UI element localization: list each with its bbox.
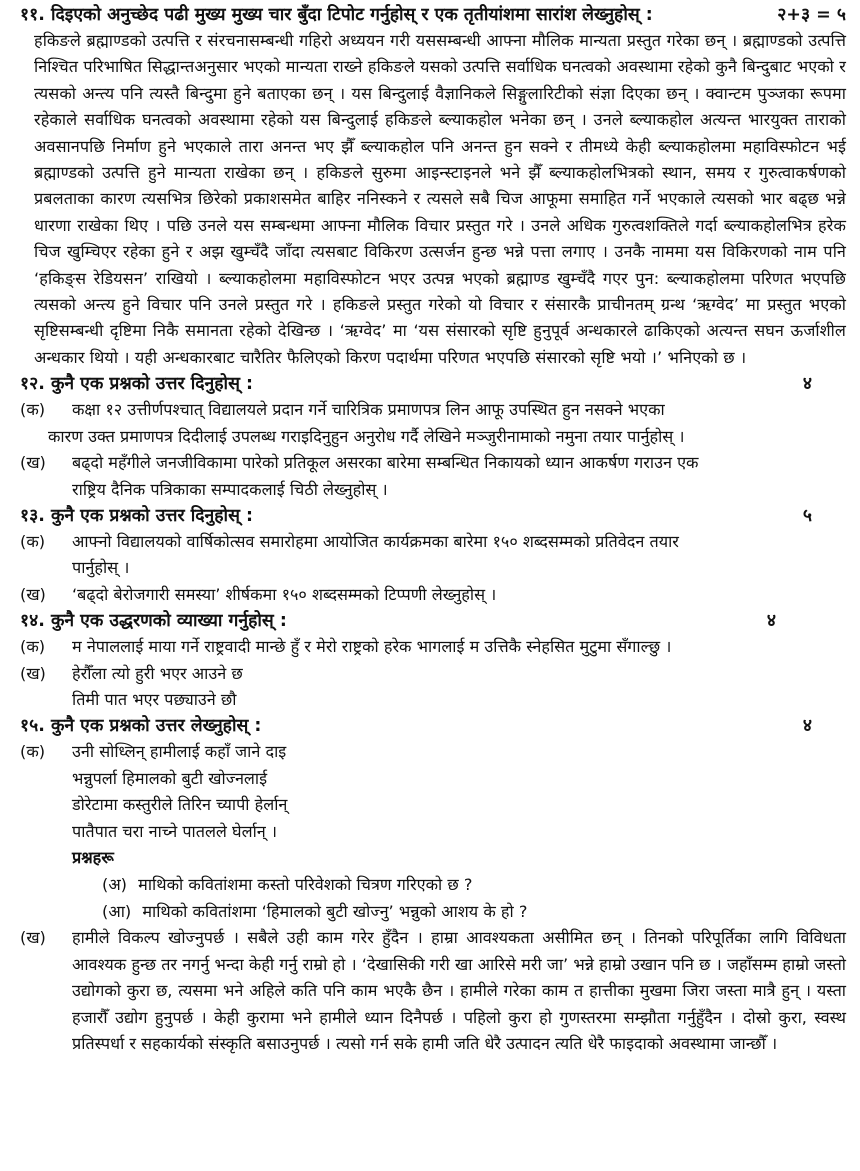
option-passage: हामीले विकल्प खोज्नुपर्छ । सबैले उही काम गरेर हुँदैन । हाम्रा आवश्यकता असीमित छन् । तिनको परिपूर्तिका लागि विविधता आवश्यक हुन्छ तर नगर्नु भन्दा केही गर्नु राम्रो हो । ‘देखासिकी गरी खा आरिसे मरी जा’ भन्ने हाम्रो उखान पनि छ । जहाँसम्म हाम्रो जस्तो उद्योगको कुरा छ, त्यसमा भने अहिले कति पनि काम भएकै छैन । हामीले गरेका काम त हात्तीका मुखमा जिरा जस्ता मात्रै हुन् । यस्ता हजारौँ उद्योग हुनुपर्छ । केही कुरामा भने हामीले ध्यान दिनैपर्छ । पहिलो कुरा हो गुणस्तरमा सम्झौता गर्नुहुँदैन । दोस्रो कुरा, स्वस्थ प्रतिस्पर्धा र सहकार्यको संस्कृति बसाउनुपर्छ । त्यसो गर्न सके हामी जति धेरै उत्पादन त्यति धेरै फाइदाको अवस्थामा जान्छौँ । bbox=[72, 927, 846, 1054]
question-14-marks: ४ bbox=[766, 611, 776, 632]
poem-line: पातैपात चरा नाच्ने पातलले घेर्लान् । bbox=[72, 821, 278, 841]
question-15-title: १५. कुनै एक प्रश्नको उत्तर लेख्नुहोस् : bbox=[20, 716, 262, 737]
question-12-title: १२. कुनै एक प्रश्नको उत्तर दिनुहोस् : bbox=[20, 374, 254, 395]
poem-line: डोरेटामा कस्तुरीले तिरिन च्यापी हेर्लान् bbox=[72, 795, 288, 815]
option-text-line1: कक्षा १२ उत्तीर्णपश्चात् विद्यालयले प्रदान गर्ने चारित्रिक प्रमाणपत्र लिन आफू उपस्थित हुन नसक्ने भएका bbox=[72, 400, 665, 420]
question-13-title: १३. कुनै एक प्रश्नको उत्तर दिनुहोस् : bbox=[20, 505, 254, 526]
poem-line: उनी सोध्लिन् हामीलाई कहाँ जाने दाइ bbox=[72, 742, 287, 762]
option-text-line2: कारण उक्त प्रमाणपत्र दिदीलाई उपलब्ध गराइदिनुहुन अनुरोध गर्दै लेखिने मञ्जुरीनामाको नमुना तयार पार्नुहोस् । bbox=[48, 426, 685, 446]
question-11-passage: हकिङले ब्रह्माण्डको उत्पत्ति र संरचनासम्बन्धी गहिरो अध्ययन गरी यससम्बन्धी आफ्ना मौलिक मान्यता प्रस्तुत गरेका छन् । ब्रह्माण्डको उत्पत्ति निश्चित परिभाषित सिद्धान्तअनुसार भएको मान्यता राख्ने हकिङले यसको उत्पत्ति सर्वाधिक घनत्वको अवस्थामा रहेको कुनै बिन्दुबाट भएको र त्यसको अन्त्य पनि त्यस्तै बिन्दुमा हुने बताएका छन् । यस बिन्दुलाई वैज्ञानिकले सिङ्गुलारिटीको संज्ञा दिएका छन् । क्वान्टम पुञ्जका रूपमा रहेकाले सर्वाधिक घनत्वको अवस्थामा रहेको यस बिन्दुलाई हकिङले ब्ल्याकहोल भनेका छन् । उनले ब्ल्याकहोल अत्यन्त भारयुक्त ताराको अवसानपछि निर्माण हुने भएकाले तारा अनन्त भए झैँ ब्ल्याकहोल पनि अनन्त हुन सक्ने र तीमध्ये केही ब्ल्याकहोलमा महाविस्फोटन भई ब्रह्माण्डको उत्पत्ति हुने मान्यता राखेका छन् । हकिङले सुरुमा आइन्स्टाइनले भने झैँ ब्ल्याकहोलभित्रको स्थान, समय र गुरुत्वाकर्षणको प्रबलताका कारण त्यसभित्र छिरेको प्रकाशसमेत बाहिर ननिस्कने र त्यसले सबै चिज आफूमा समाहित गर्ने भएकाले त्यसको भार बढ्छ भन्ने धारणा राखेका थिए । पछि उनले यस सम्बन्धमा आफ्ना मौलिक विचार प्रस्तुत गरे । उनले अधिक गुरुत्वशक्तिले गर्दा ब्ल्याकहोलभित्र हरेक चिज खुम्चिएर रहेका हुने र अझ खुम्चँदै जाँदा त्यसबाट विकिरण उत्सर्जन हुन्छ भन्ने पत्ता लगाए । उनकै नाममा यस विकिरणको नाम पनि ‘हकिङ्स रेडियसन’ राखियो । ब्ल्याकहोलमा महाविस्फोटन भएर उत्पन्न भएको ब्रह्माण्ड खुम्चँदै गएर पुन: ब्ल्याकहोलमा परिणत भएपछि त्यसको अन्त्य हुने विचार पनि उनले प्रस्तुत गरे । हकिङले प्रस्तुत गरेको यो विचार र संसारकै प्राचीनतम् ग्रन्थ ‘ऋग्वेद’ मा प्रस्तुत भएको सृष्टिसम्बन्धी दृष्टिमा निकै समानता रहेको देखिन्छ । ‘ऋग्वेद’ मा ‘यस संसारको सृष्टि हुनुपूर्व अन्धकारले ढाकिएको अत्यन्त सघन ऊर्जाशील अन्धकार थियो । यही अन्धकारबाट चारैतिर फैलिएको किरण पदार्थमा परिणत भएपछि संसारको सृष्टि भयो ।’ भनिएको छ । bbox=[34, 31, 846, 367]
question-13 bbox=[20, 503, 846, 608]
question-15-option-ka bbox=[20, 739, 846, 845]
questions-heading: प्रश्नहरू bbox=[72, 847, 114, 867]
question-11 bbox=[20, 2, 846, 371]
verse-line-1: हेरौँला त्यो हुरी भएर आउने छ bbox=[72, 663, 243, 683]
question-14-option-ka bbox=[20, 634, 846, 660]
option-label: (ख) bbox=[20, 584, 46, 604]
option-text-line1: म नेपाललाई माया गर्ने राष्ट्रवादी मान्छे हुँ र मेरो राष्ट्रको हरेक भागलाई म उत्तिकै स्नेहसित मुटुमा सँगाल्छु । bbox=[72, 637, 672, 657]
option-label: (क) bbox=[20, 400, 46, 420]
question-11-heading bbox=[20, 2, 846, 28]
question-12-marks: ४ bbox=[802, 374, 812, 395]
question-14-option-kha bbox=[20, 661, 846, 714]
question-12-option-ka bbox=[20, 397, 846, 450]
question-12-heading bbox=[20, 371, 846, 397]
question-15-heading bbox=[20, 713, 846, 739]
verse-line-2: तिमी पात भएर पछ्याउने छौ bbox=[72, 689, 237, 709]
question-11-title: ११. दिइएको अनुच्छेद पढी मुख्य मुख्य चार बुँदा टिपोट गर्नुहोस् र एक तृतीयांशमा सारांश लेख्नुहोस् : bbox=[20, 5, 653, 25]
option-text-line1: ‘बढ्दो बेरोजगारी समस्या’ शीर्षकमा १५० शब्दसम्मको टिप्पणी लेख्नुहोस् । bbox=[72, 584, 497, 604]
question-15-marks: ४ bbox=[802, 716, 812, 737]
option-label: (क) bbox=[20, 637, 46, 657]
sub-question-label: (आ) bbox=[102, 901, 132, 921]
sub-question-a bbox=[20, 871, 846, 898]
question-12 bbox=[20, 371, 846, 503]
sub-question-text: माथिको कवितांशमा ‘हिमालको बुटी खोज्नु’ भन्नुको आशय के हो ? bbox=[142, 901, 528, 921]
option-label: (क) bbox=[20, 531, 46, 551]
question-15 bbox=[20, 713, 846, 1058]
option-label: (ख) bbox=[20, 927, 46, 947]
question-14-heading bbox=[20, 608, 846, 634]
question-13-option-ka bbox=[20, 529, 846, 582]
question-11-marks: २+३ = ५ bbox=[777, 5, 846, 25]
sub-question-text: माथिको कवितांशमा कस्तो परिवेशको चित्रण गरिएको छ ? bbox=[138, 874, 473, 894]
option-label: (क) bbox=[20, 742, 46, 762]
question-13-option-kha bbox=[20, 582, 846, 608]
sub-question-aa bbox=[20, 898, 846, 925]
question-14 bbox=[20, 608, 846, 713]
option-text-line2: पार्नुहोस् । bbox=[72, 558, 130, 578]
poem-line: भन्नुपर्ला हिमालको बुटी खोज्नलाई bbox=[72, 768, 268, 788]
question-12-option-kha bbox=[20, 450, 846, 503]
option-text-line1: आफ्नो विद्यालयको वार्षिकोत्सव समारोहमा आयोजित कार्यक्रमका बारेमा १५० शब्दसम्मको प्रतिवेदन तयार bbox=[72, 531, 679, 551]
question-13-heading bbox=[20, 503, 846, 529]
option-text-line1: बढ्दो महँगीले जनजीविकामा पारेको प्रतिकूल असरका बारेमा सम्बन्धित निकायको ध्यान आकर्षण गराउन एक bbox=[72, 453, 699, 473]
question-14-title: १४. कुनै एक उद्धरणको व्याख्या गर्नुहोस् : bbox=[20, 611, 287, 632]
question-13-marks: ५ bbox=[802, 505, 812, 526]
option-text-line2: राष्ट्रिय दैनिक पत्रिकाका सम्पादकलाई चिठी लेख्नुहोस् । bbox=[72, 479, 388, 499]
sub-question-label: (अ) bbox=[102, 874, 127, 894]
question-15-option-kha bbox=[20, 925, 846, 1058]
poem bbox=[72, 739, 846, 845]
option-label: (ख) bbox=[20, 453, 46, 473]
option-label: (ख) bbox=[20, 663, 46, 683]
